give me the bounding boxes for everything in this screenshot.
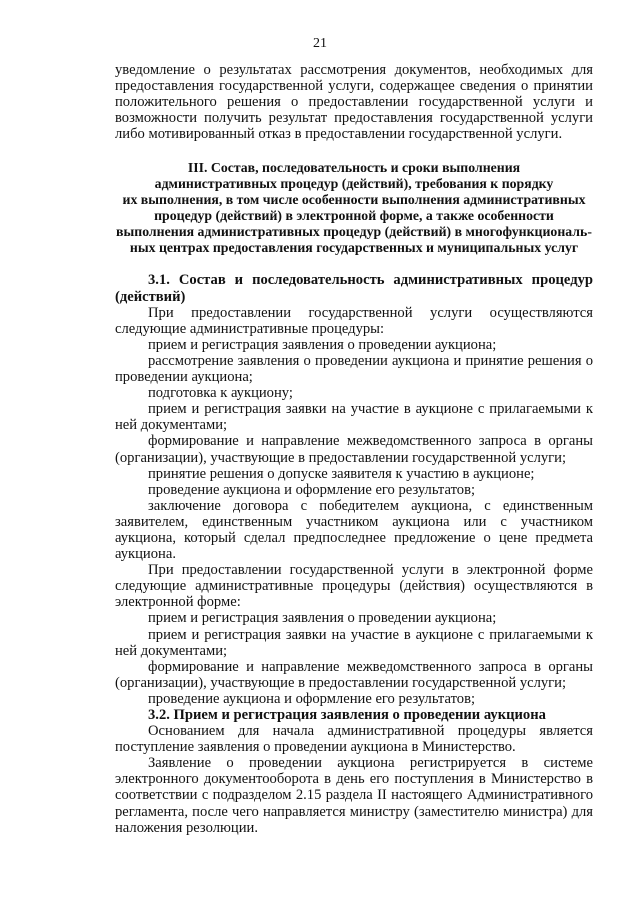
paragraph: Основанием для начала административной процедуры является поступление заявления о проведении аукциона в Министерство.: [115, 723, 593, 756]
list-item: рассмотрение заявления о проведении аукциона и принятие решения о проведении аукциона;: [115, 352, 593, 386]
paragraph: При предоставлении государственной услуги осуществляются следующие административные процедуры:: [115, 304, 593, 337]
page-body: [115, 62, 593, 836]
section-heading-line: III. Состав, последовательность и сроки выполнения: [187, 160, 521, 176]
list-item: формирование и направление межведомственного запроса в органы (организации), участвующие в предоставлении государственной услуги;: [115, 433, 593, 466]
page-number: 21: [313, 36, 327, 51]
list-item: прием и регистрация заявки на участие в аукционе с прилагаемыми к ней документами;: [115, 626, 593, 659]
paragraph: При предоставлении государственной услуги в электронной форме следующие административные процедуры (действия) осуществляются в электронной форме:: [115, 562, 593, 611]
paragraph: Заявление о проведении аукциона регистрируется в системе электронного документооборота в день его поступления в Министерство в соответствии с подразделом 2.15 раздела II настоящего Административного регламента, после чего направляется министру (заместителю министра) для наложения резолюции.: [115, 755, 593, 836]
list-item: принятие решения о допуске заявителя к участию в аукционе;: [148, 465, 535, 482]
list-item: заключение договора с победителем аукциона, с единственным заявителем, единственным участником аукциона или с участником аукциона, который сделал предпоследнее предложение о цене предмета аукциона.: [115, 497, 593, 563]
list-item: формирование и направление межведомственного запроса в органы (организации), участвующие в предоставлении государственной услуги;: [115, 658, 593, 691]
section-heading-line: их выполнения, в том числе особенности выполнения административных: [122, 192, 586, 208]
list-item: прием и регистрация заявки на участие в аукционе с прилагаемыми к ней документами;: [115, 401, 593, 434]
section-heading-line: выполнения административных процедур (действий) в многофункциональ-: [116, 224, 592, 240]
section-heading-line: ных центрах предоставления государственных и муниципальных услуг: [129, 240, 579, 256]
subsection-3-1-title: 3.1. Состав и последовательность административных процедур (действий): [115, 272, 593, 305]
intro-paragraph: уведомление о результатах рассмотрения документов, необходимых для предоставления государственной услуги, содержащее сведения о принятии положительного решения о предоставлении государственной услуги и возможности получить результат предоставления государственной услуги либо мотивированный отказ в предоставлении государственной услуги.: [115, 62, 593, 143]
section-heading: [115, 160, 593, 256]
list-item: проведение аукциона и оформление его результатов;: [148, 481, 476, 498]
list-item: проведение аукциона и оформление его результатов;: [148, 690, 476, 707]
section-heading-line: процедур (действий) в электронной форме, а также особенности: [154, 208, 554, 224]
list-item: подготовка к аукциону;: [148, 385, 293, 402]
list-item: прием и регистрация заявления о проведении аукциона;: [148, 610, 497, 627]
list-item: прием и регистрация заявления о проведении аукциона;: [148, 336, 497, 353]
section-heading-line: административных процедур (действий), требования к порядку: [154, 176, 554, 192]
subsection-3-2-title: 3.2. Прием и регистрация заявления о проведении аукциона: [148, 707, 546, 723]
